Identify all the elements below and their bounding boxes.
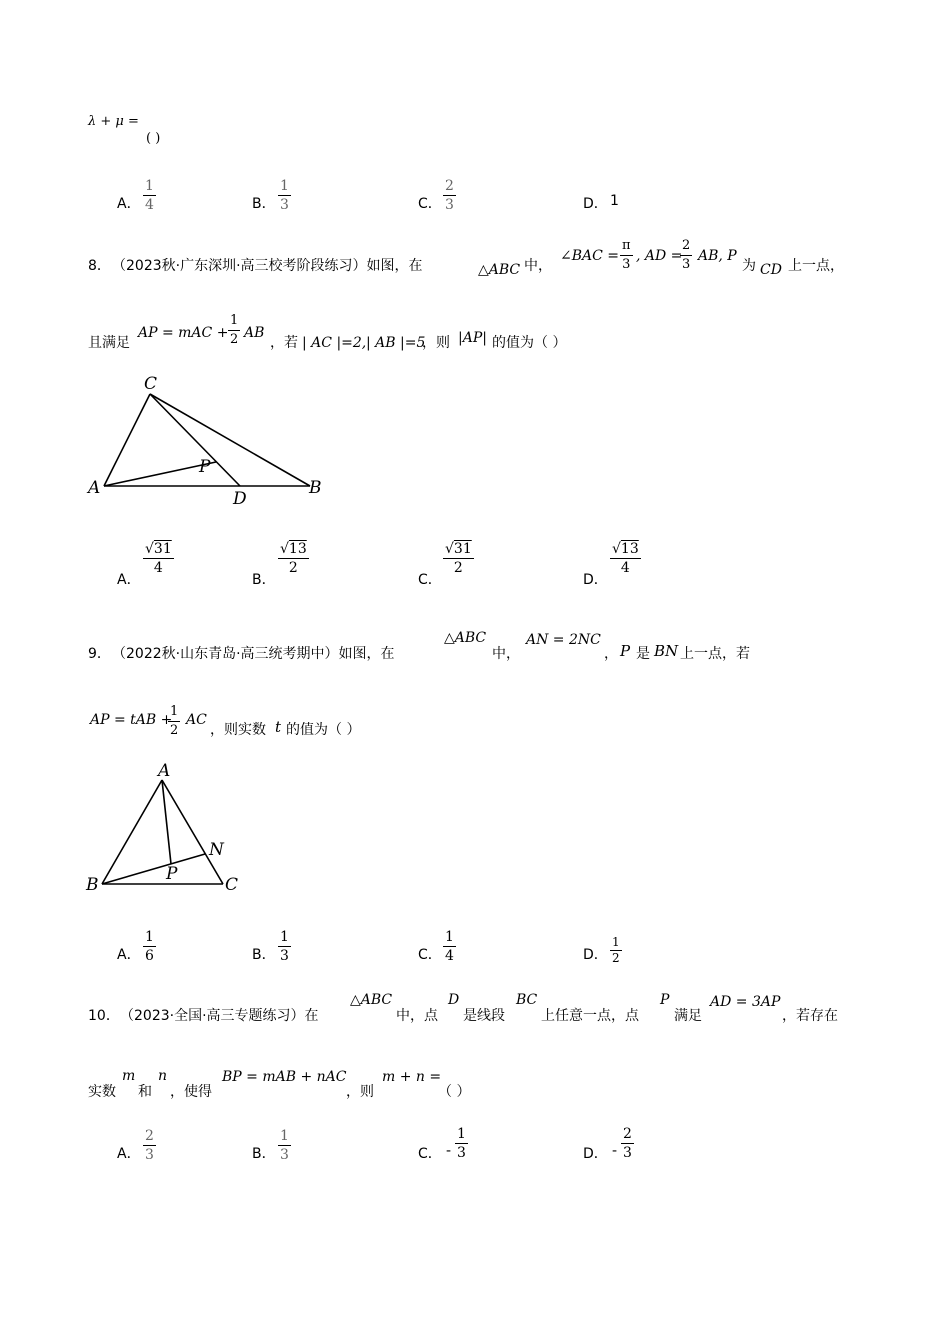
text: ，则 — [422, 335, 450, 351]
option-label: A． — [117, 196, 141, 212]
vector-ac: AC — [186, 712, 207, 728]
option-label: A． — [117, 1146, 141, 1162]
segment-cb — [150, 394, 310, 486]
label-a: A — [88, 478, 101, 498]
ab-p: AB, P — [698, 248, 737, 264]
fraction: $\frac{2}{3}$ — [445, 178, 454, 213]
option-label: D． — [583, 196, 608, 212]
triangle-abc: △ABC — [478, 262, 521, 278]
segment-bc: BC — [516, 992, 538, 1008]
text: 上一点，若 — [680, 646, 750, 662]
text: ，若 — [270, 335, 298, 351]
q7-expression: λ + μ = — [88, 114, 139, 129]
vector-equation-ad: AD = 3AP — [710, 994, 781, 1010]
triangle-abc: △ABC — [350, 992, 393, 1008]
option-label: C． — [418, 196, 442, 212]
variable-t: t — [275, 718, 282, 736]
option-label: D． — [583, 572, 608, 588]
vector-equation-bp: BP = mAB + nAC — [222, 1069, 347, 1085]
option-label: B． — [252, 572, 276, 588]
option-label: B． — [252, 947, 276, 963]
sqrt-fraction: $\frac{√31}{2}$ — [445, 541, 472, 576]
point-p: P — [660, 992, 670, 1008]
minus-sign: - — [612, 1141, 618, 1159]
text: 和 — [138, 1084, 152, 1100]
text: ，若存在 — [782, 1008, 838, 1024]
fraction: $\frac{1}{4}$ — [445, 929, 454, 964]
sqrt-fraction: $\frac{√31}{4}$ — [145, 541, 172, 576]
text: 中， — [492, 646, 520, 662]
text: ，则 — [346, 1084, 374, 1100]
text: 实数 — [88, 1084, 116, 1100]
option-label: A． — [117, 947, 141, 963]
option-label: C． — [418, 1146, 442, 1162]
sqrt-fraction: $\frac{√13}{2}$ — [280, 541, 307, 576]
variable-n: n — [158, 1068, 168, 1084]
q8-figure — [80, 370, 340, 515]
text: （ ） — [438, 1084, 471, 1100]
question-source: （2022秋·山东青岛·高三统考期中）如图，在 — [112, 646, 395, 662]
one-half: $\frac{1}{2}$ — [170, 704, 179, 738]
q9-figure — [80, 758, 250, 898]
text: ， — [604, 646, 618, 662]
text: ，则实数 — [210, 722, 266, 738]
label-d: D — [233, 489, 247, 509]
label-a: A — [158, 761, 171, 781]
label-p: P — [199, 457, 211, 477]
fraction: $\frac{1}{2}$ — [612, 935, 620, 965]
option-value: 1 — [610, 193, 619, 209]
option-label: C． — [418, 947, 442, 963]
text: 的值为（ ） — [492, 335, 567, 351]
fraction: $\frac{2}{3}$ — [623, 1126, 632, 1161]
option-label: D． — [583, 947, 608, 963]
question-number: 10． — [88, 1008, 120, 1024]
one-half: $\frac{1}{2}$ — [230, 313, 239, 347]
label-n: N — [209, 840, 224, 860]
text: 的值为（ ） — [286, 722, 361, 738]
fraction: $\frac{1}{4}$ — [145, 178, 154, 213]
ratio-eq: AN = 2NC — [526, 632, 601, 648]
option-label: A． — [117, 572, 141, 588]
text: 为 — [742, 258, 756, 274]
question-number: 9． — [88, 646, 111, 662]
text: 上任意一点，点 — [541, 1008, 639, 1024]
fraction: $\frac{1}{3}$ — [280, 929, 289, 964]
text: 且满足 — [88, 335, 130, 351]
condition-ab: | AB |=5 — [366, 335, 426, 351]
segment-cd: CD — [760, 262, 782, 278]
vector-equation: AP = tAB + — [90, 712, 173, 728]
option-label: D． — [583, 1146, 608, 1162]
text: ，使得 — [170, 1084, 212, 1100]
vector-ab: AB — [244, 325, 265, 341]
segment-cd — [150, 394, 240, 486]
label-p: P — [166, 864, 178, 884]
text: 上一点， — [788, 258, 844, 274]
minus-sign: - — [446, 1141, 452, 1159]
question-source: （2023秋·广东深圳·高三校考阶段练习）如图，在 — [112, 258, 423, 274]
sqrt-fraction: $\frac{√13}{4}$ — [612, 541, 639, 576]
pi-over-3: $\frac{\pi}{3}$ — [622, 238, 631, 272]
triangle-abc: △ABC — [444, 630, 487, 646]
point-p: P — [620, 642, 631, 660]
fraction: $\frac{1}{3}$ — [280, 1128, 289, 1163]
question-number: 8． — [88, 258, 111, 274]
fraction: $\frac{2}{3}$ — [145, 1128, 154, 1163]
segment-ac — [104, 394, 150, 486]
fraction: $\frac{1}{3}$ — [280, 178, 289, 213]
segment-bn: BN — [654, 642, 679, 660]
fraction: $\frac{1}{6}$ — [145, 929, 154, 964]
label-b: B — [309, 478, 322, 498]
question-source: （2023·全国·高三专题练习）在 — [120, 1008, 319, 1024]
fraction: $\frac{1}{3}$ — [457, 1126, 466, 1161]
option-label: B． — [252, 1146, 276, 1162]
vector-equation: AP = mAC + — [138, 325, 229, 341]
text: 中，点 — [396, 1008, 438, 1024]
m-plus-n: m + n = — [382, 1069, 442, 1085]
angle-bac: ∠BAC = — [560, 248, 620, 264]
option-label: C． — [418, 572, 442, 588]
label-b: B — [86, 875, 99, 895]
point-d: D — [448, 992, 460, 1008]
text: 是线段 — [463, 1008, 505, 1024]
text: 是 — [636, 646, 650, 662]
label-c: C — [144, 374, 158, 394]
abs-ap: |AP| — [458, 330, 487, 346]
label-c: C — [225, 875, 239, 895]
option-label: B． — [252, 196, 276, 212]
text: 中， — [524, 258, 552, 274]
q7-answer-paren: ( ) — [146, 131, 161, 146]
variable-m: m — [122, 1068, 136, 1084]
condition-ac: | AC |=2, — [302, 335, 367, 351]
text: 满足 — [674, 1008, 702, 1024]
ad-eq: , AD = — [636, 248, 683, 264]
two-thirds: $\frac{2}{3}$ — [682, 238, 691, 272]
